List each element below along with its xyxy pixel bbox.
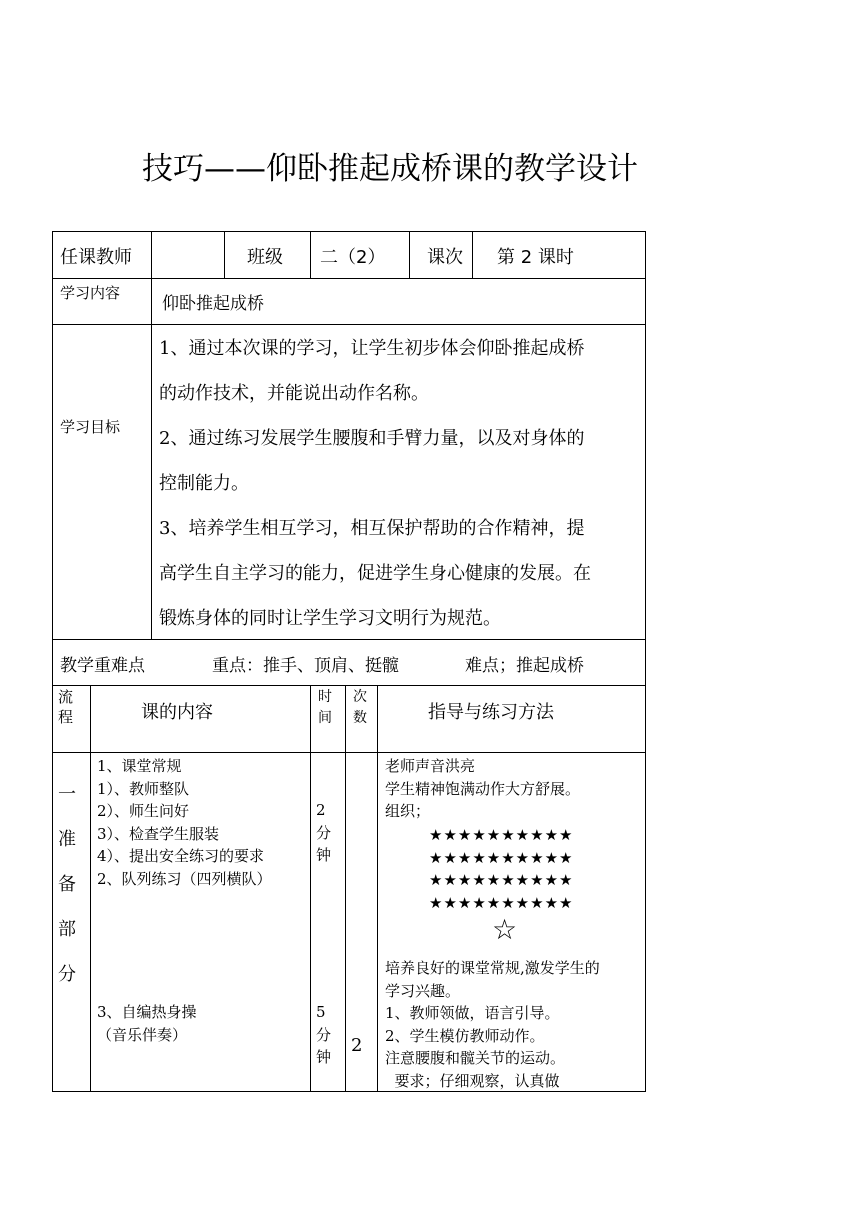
header-count: 次 数 bbox=[353, 689, 367, 726]
header-process: 流 程 bbox=[58, 688, 74, 726]
section-content-b: 3、自编热身操 （音乐伴奏） bbox=[97, 1003, 197, 1044]
goal-line: 2、通过练习发展学生腰腹和手臂力量，以及对身体的 bbox=[159, 428, 585, 449]
goal-line: 锻炼身体的同时让学生学习文明行为规范。 bbox=[159, 608, 501, 629]
goals-label: 学习目标 bbox=[60, 418, 121, 436]
goal-line: 高学生自主学习的能力，促进学生身心健康的发展。在 bbox=[159, 563, 591, 584]
method-b: 培养良好的课堂常规,激发学生的 学习兴趣。 1、教师领做，语言引导。 2、学生模仿教师动作。 注意腰腹和髋关节的运动。 要求；仔细观察，认真做 bbox=[385, 959, 600, 1090]
goal-line: 的动作技术，并能说出动作名称。 bbox=[159, 383, 429, 404]
formation-row: ★★★★★★★★★★ bbox=[429, 893, 574, 912]
header-content: 课的内容 bbox=[141, 702, 213, 723]
formation-row: ★★★★★★★★★★ bbox=[429, 826, 574, 844]
formation-row: ★★★★★★★★★★ bbox=[429, 848, 574, 867]
keypoints-label: 教学重难点 bbox=[60, 656, 145, 676]
method-a: 老师声音洪亮 学生精神饱满动作大方舒展。 组织； bbox=[385, 757, 581, 820]
class-label: 班级 bbox=[247, 247, 283, 268]
section-name: 一 准 备 部 分 bbox=[58, 784, 76, 985]
count-b: 2 bbox=[351, 1035, 363, 1056]
formation-stars bbox=[429, 824, 573, 914]
section-content-a: 1、课堂常规 1）、教师整队 2）、师生问好 3）、检查学生服装 4）、提出安全练习的要求 2、队列练习（四列横队） bbox=[97, 757, 272, 888]
formation-row: ★★★★★★★★★★ bbox=[429, 871, 574, 889]
header-time: 时 间 bbox=[318, 689, 332, 726]
header-method: 指导与练习方法 bbox=[428, 702, 554, 723]
goal-line: 1、通过本次课的学习，让学生初步体会仰卧推起成桥 bbox=[159, 338, 585, 359]
content-label: 学习内容 bbox=[60, 284, 121, 302]
content-value: 仰卧推起成桥 bbox=[162, 294, 264, 314]
class-value: 二（2） bbox=[320, 247, 386, 268]
key-point bbox=[212, 651, 399, 676]
page-title: 技巧——仰卧推起成桥课的教学设计 bbox=[142, 151, 638, 187]
goal-line: 控制能力。 bbox=[159, 473, 249, 494]
lesson-label: 课次 bbox=[427, 247, 463, 268]
lesson-value: 第 2 课时 bbox=[497, 247, 574, 268]
key-label: 重点： bbox=[212, 656, 263, 676]
teacher-label: 任课教师 bbox=[60, 247, 132, 268]
goals-text bbox=[159, 326, 644, 641]
key-value: 推手、顶肩、挺髋 bbox=[263, 656, 399, 676]
teacher-star-icon: ☆ bbox=[492, 913, 518, 946]
diff-value: 推起成桥 bbox=[516, 656, 584, 676]
difficulty-point bbox=[465, 651, 584, 676]
time-a: 2 分 钟 bbox=[316, 801, 332, 864]
goal-line: 3、培养学生相互学习，相互保护帮助的合作精神，提 bbox=[159, 518, 585, 539]
time-b: 5 分 钟 bbox=[316, 1003, 332, 1066]
diff-label: 难点； bbox=[465, 656, 516, 676]
